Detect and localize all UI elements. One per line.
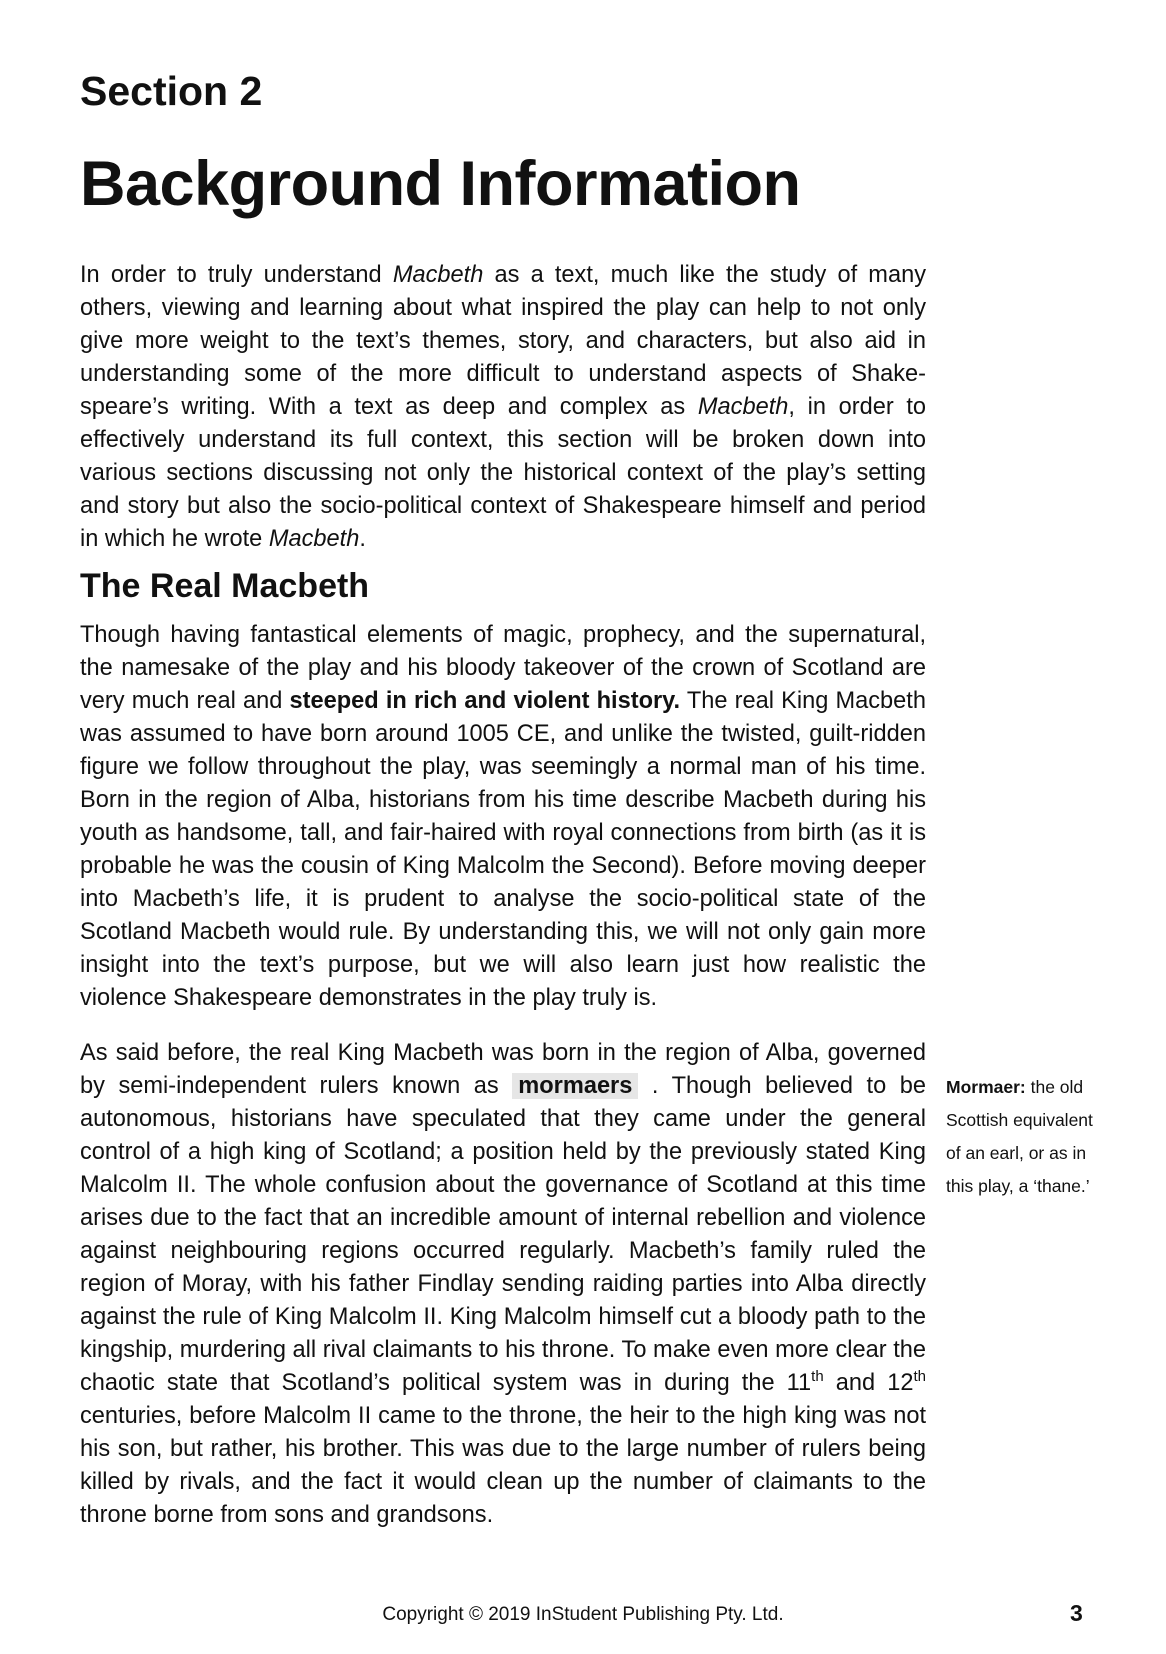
intro-text-3: , in order to effectively understand its full context, this section will be broken down into various sections discussing not only the historical context of the play’s setting and story but also the socio-political context of Shakespeare himself and period in which he wrote — [80, 394, 926, 552]
glossary-term-highlight: mormaers — [512, 1073, 638, 1099]
intro-text-1: In order to truly understand — [80, 262, 393, 288]
glossary-sidenote — [946, 1071, 1106, 1203]
paragraph-text: . Though believed to be autonomous, historians have speculated that they came under the general control of a high king of Scotland; a position held by the previously stated King Malcolm II. The whole confusion about the governance of Scotland at this time arises due to the fact that an incredible amount of internal rebellion and violence against neighbouring regions occurred regularly. Macbeth’s family ruled the region of Moray, with his father Findlay sending raiding parties into Alba directly against the rule of King Malcolm II. King Malcolm himself cut a bloody path to the kingship, murdering all rival claimants to his throne. To make even more clear the chaotic state that Scotland’s political system was in during the 11 — [80, 1073, 926, 1396]
ordinal-superscript: th — [811, 1368, 824, 1386]
paragraph-text: Though having fantastical elements of magic, prophecy, and the supernatural, the namesake of the play and his bloody takeover of the crown of Scotland are very much real and — [80, 622, 926, 714]
intro-title-ref-3: Macbeth — [268, 526, 360, 552]
section-heading-real-macbeth: The Real Macbeth — [80, 567, 370, 605]
real-macbeth-paragraph-1 — [80, 619, 926, 1015]
page-title: Background Information — [80, 149, 801, 219]
page-number: 3 — [1070, 1600, 1083, 1626]
sidenote-definition: the old Scottish equivalent of an earl, or as in this play, a ‘thane.’ — [946, 1077, 1093, 1196]
paragraph-text: As said before, the real King Macbeth was born in the region of Alba, governed by semi-independent rulers known as — [80, 1040, 926, 1099]
bold-emphasis: steeped in rich and violent history. — [289, 688, 681, 714]
paragraph-text: centuries, before Malcolm II came to the throne, the heir to the high king was not his son, but rather, his brother. This was due to the large number of rulers being killed by rivals, and the fact it would clean up the number of claimants to the throne borne from sons and grandsons. — [80, 1403, 926, 1528]
section-label: Section 2 — [80, 68, 263, 114]
sidenote-term: Mormaer: — [946, 1077, 1026, 1097]
intro-paragraph — [80, 259, 926, 556]
paragraph-text: and 12 — [823, 1370, 914, 1396]
copyright-footer: Copyright © 2019 InStudent Publishing Pty. Ltd. — [382, 1604, 784, 1625]
intro-text-2: as a text, much like the study of many others, viewing and learning about what inspired the play can help to not only give more weight to the text’s themes, story, and characters, but also aid in understanding some of the more difficult to understand aspects of Shakespeare’s writing. With a text as deep and complex as — [80, 262, 927, 420]
real-macbeth-paragraph-2 — [80, 1037, 926, 1532]
intro-title-ref-1: Macbeth — [392, 262, 484, 288]
intro-title-ref-2: Macbeth — [697, 394, 789, 420]
ordinal-superscript: th — [913, 1368, 926, 1386]
paragraph-text: The real King Macbeth was assumed to have born around 1005 CE, and unlike the twisted, guilt-ridden figure we follow throughout the play, was seemingly a normal man of his time. Born in the region of Alba, historians from his time describe Macbeth during his youth as handsome, tall, and fair-haired with royal connections from birth (as it is probable he was the cousin of King Malcolm the Second). Before moving deeper into Macbeth’s life, it is prudent to analyse the socio-political state of the Scotland Macbeth would rule. By understanding this, we will not only gain more insight into the text’s purpose, but we will also learn just how realistic the violence Shakespeare demonstrates in the play truly is. — [80, 688, 926, 1011]
intro-text-4: . — [359, 526, 366, 552]
